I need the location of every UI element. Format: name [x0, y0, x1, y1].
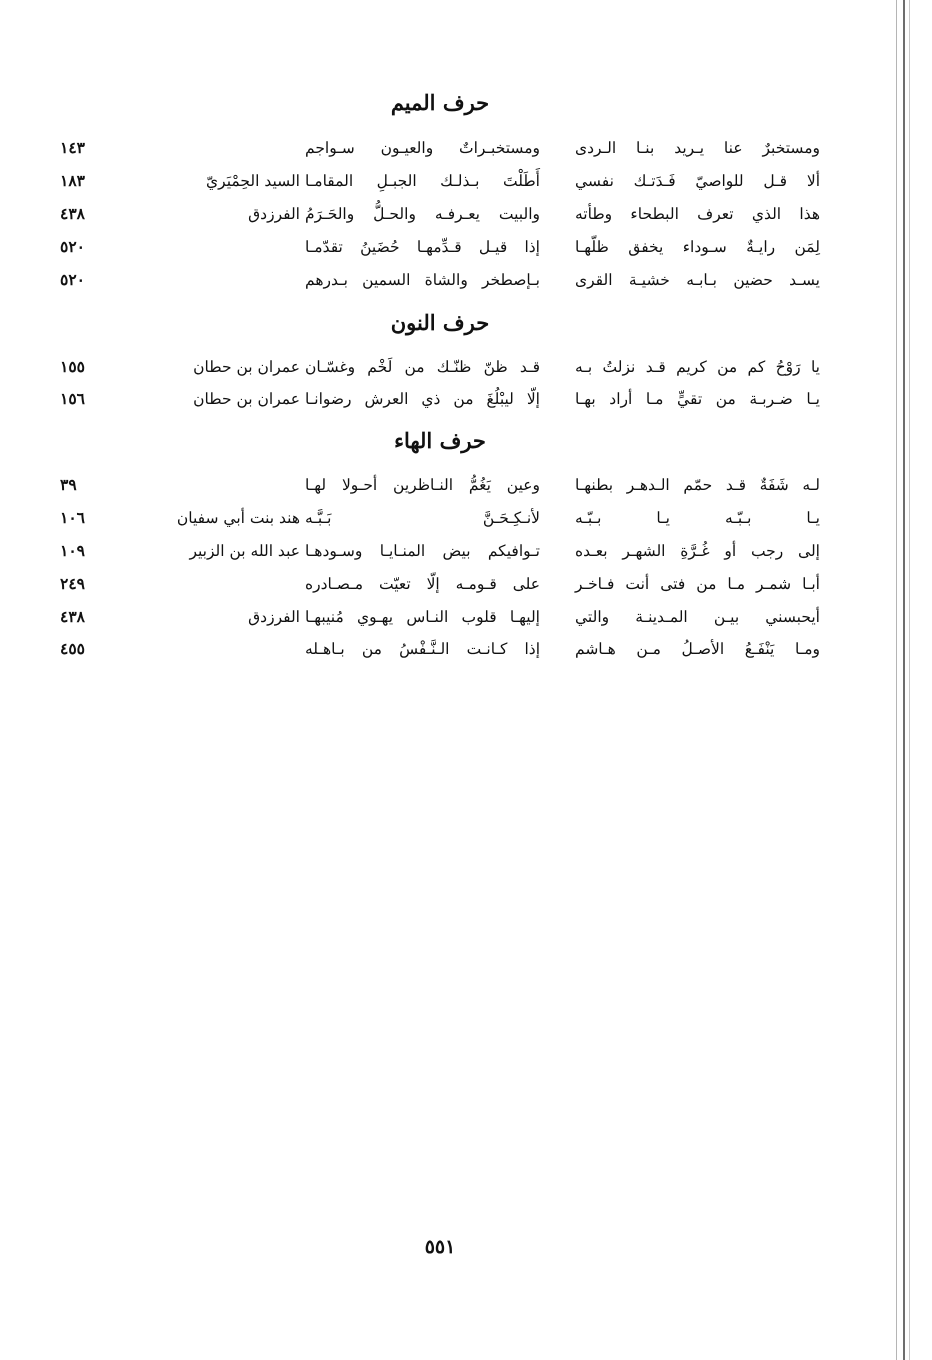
- verse-first-hemistich: يا رَوْحُ كم من كريم قـد نزلتُ بـه: [575, 358, 820, 376]
- verse-second-hemistich: وعين يَغُمُّ النـاظرين أحـولا لهـا: [305, 476, 540, 494]
- poet-name: الفرزدق: [248, 608, 300, 626]
- verse-second-hemistich: أَطَلْتَ بـذلـك الجبـلِ المقامـا: [305, 172, 540, 190]
- poet-name: الفرزدق: [248, 205, 300, 223]
- page-reference: ٢٤٩: [60, 574, 85, 593]
- verse-row: [60, 133, 820, 163]
- poet-name: هند بنت أبي سفيان: [176, 509, 300, 527]
- gutter-line: [903, 0, 905, 1360]
- verse-first-hemistich: أيحبسني بيـن المـدينـة والتي: [575, 608, 820, 626]
- verse-first-hemistich: ومستخبرٌ عنا يـريد بنـا الـردى: [575, 139, 820, 157]
- verse-first-hemistich: لـه شَفَةٌ قـد حمّم الـدهـر بطنهـا: [575, 476, 820, 494]
- verse-first-hemistich: هذا الذي تعرف البطحاء وطأته: [575, 205, 820, 223]
- verse-row: [60, 569, 820, 599]
- verse-row: [60, 634, 820, 664]
- page-reference: ٤٣٨: [60, 607, 85, 626]
- poet-name: عمران بن حطان: [193, 390, 300, 408]
- verse-first-hemistich: يـا ضـربـة من تقيٍّ مـا أراد بهـا: [575, 390, 820, 408]
- verse-first-hemistich: لِمَن رايـةٌ سـوداء يخفق ظلّهـا: [575, 238, 820, 256]
- verse-first-hemistich: يسـد حضين بـابـه خشيـة القرى: [575, 271, 820, 289]
- page-reference: ٣٩: [60, 475, 77, 494]
- verse-row: [60, 232, 820, 262]
- page-reference: ١٤٣: [60, 138, 85, 157]
- page-reference: ١٠٩: [60, 541, 85, 560]
- section-title-meem: حرف الميم: [390, 90, 490, 115]
- verse-second-hemistich: تـوافيكم بيض المنـايـا وسـودهـا: [305, 542, 540, 560]
- verse-second-hemistich: إذا كـانـت الـنَّـفْسُ من بـاهـله: [305, 640, 540, 658]
- verse-first-hemistich: يـا بـبّـه يـا بـبّـه: [575, 509, 820, 527]
- verse-second-hemistich: على قـومـه إلّا تعيّت مـصـادره: [305, 575, 540, 593]
- verse-second-hemistich: إذا قيـل قـدِّمهـا حُضَينُ تقدّمـا: [305, 238, 540, 256]
- verse-first-hemistich: ألا قـل للواصيّ فَـدَتـك نفسي: [575, 172, 820, 190]
- page-reference: ٥٢٠: [60, 270, 85, 289]
- verse-row: [60, 384, 820, 414]
- verse-first-hemistich: إلى رجب أو غُـرَّةِ الشهـر بعـده: [575, 542, 820, 560]
- verse-second-hemistich: إليهـا قلوب النـاس يهـوي مُنيبهـا: [305, 608, 540, 626]
- page-number: ٥٥١: [424, 1236, 456, 1258]
- gutter-line: [896, 0, 897, 1360]
- page-reference: ٤٣٨: [60, 204, 85, 223]
- verse-row: [60, 470, 820, 500]
- page-reference: ٤٥٥: [60, 639, 85, 658]
- verse-row: [60, 602, 820, 632]
- verse-row: [60, 199, 820, 229]
- verse-row: [60, 166, 820, 196]
- verse-second-hemistich: بـإصطخر والشاة السمين بـدرهم: [305, 271, 540, 289]
- verse-first-hemistich: أبـا شمـر مـا من فتى أنت فـاخـر: [575, 575, 820, 593]
- verse-second-hemistich: لأنـكِـحَـنَّ بَـبَّـه: [305, 509, 540, 527]
- page-reference: ١٨٣: [60, 171, 85, 190]
- poet-name: السيد الحِمْيَريّ: [206, 172, 300, 190]
- verse-row: [60, 352, 820, 382]
- poet-name: عمران بن حطان: [193, 358, 300, 376]
- page-reference: ١٥٥: [60, 357, 85, 376]
- verse-row: [60, 265, 820, 295]
- page-reference: ٥٢٠: [60, 237, 85, 256]
- verse-second-hemistich: إلّا ليبْلُغَ من ذي العرش رضوانـا: [305, 390, 540, 408]
- verse-row: [60, 503, 820, 533]
- section-title-haa: حرف الهاء: [394, 428, 486, 453]
- page-reference: ١٠٦: [60, 508, 85, 527]
- page-reference: ١٥٦: [60, 389, 85, 408]
- gutter-line: [909, 0, 910, 1360]
- verse-second-hemistich: ومستخبـراتٌ والعيـون سـواجم: [305, 139, 540, 157]
- verse-first-hemistich: ومـا يَنْفَـعُ الأصـلُ مـن هـاشم: [575, 640, 820, 658]
- verse-row: [60, 536, 820, 566]
- poet-name: عبد الله بن الزبير: [189, 542, 300, 560]
- verse-second-hemistich: قـد ظنّ ظنّـك من لَخْم وغسّـان: [305, 358, 540, 376]
- verse-second-hemistich: والبيت يعـرفـه والحـلُّ والحَـرَمُ: [305, 205, 540, 223]
- section-title-noon: حرف النون: [390, 310, 490, 335]
